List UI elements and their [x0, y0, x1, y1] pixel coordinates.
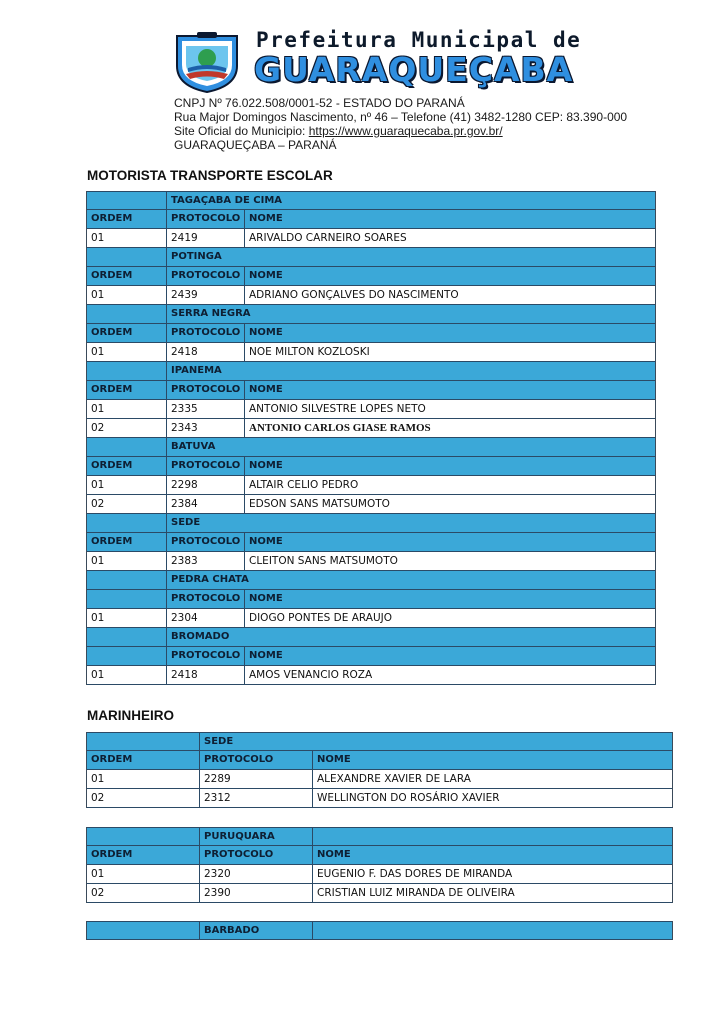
nome-cell: EDSON SANS MATSUMOTO — [249, 498, 390, 510]
protocolo-cell: 2390 — [200, 884, 313, 902]
location-row — [87, 248, 655, 267]
protocolo-cell: 2298 — [167, 476, 245, 494]
nome-cell: EUGENIO F. DAS DORES DE MIRANDA — [317, 868, 513, 880]
nome-header: NOME — [249, 213, 283, 224]
ordem-header-empty — [87, 647, 167, 665]
city-line: GUARAQUEÇABA – PARANÁ — [174, 138, 337, 152]
brand-title-main: GUARAQUEÇABA — [254, 50, 574, 89]
header-row — [87, 210, 655, 229]
marinheiro-puruquara-table — [86, 827, 673, 903]
protocolo-cell: 2312 — [200, 789, 313, 807]
protocolo-cell: 2335 — [167, 400, 245, 418]
site-line — [174, 124, 503, 138]
ordem-cell: 01 — [87, 229, 167, 247]
protocolo-header: PROTOCOLO — [167, 210, 245, 228]
nome-header: NOME — [249, 536, 283, 547]
protocolo-header: PROTOCOLO — [167, 381, 245, 399]
nome-cell: ARIVALDO CARNEIRO SOARES — [249, 232, 407, 244]
table-row — [87, 286, 655, 305]
table-row — [87, 770, 672, 789]
ordem-cell: 01 — [87, 552, 167, 570]
brand-title-line: Prefeitura Municipal de — [256, 28, 582, 52]
nome-cell: NOE MILTON KOZLOSKI — [249, 346, 370, 358]
protocolo-header: PROTOCOLO — [167, 533, 245, 551]
ordem-cell: 01 — [87, 343, 167, 361]
table-row — [87, 666, 655, 685]
table-row — [87, 229, 655, 248]
location-label: POTINGA — [171, 251, 222, 262]
protocolo-cell: 2419 — [167, 229, 245, 247]
location-label: PEDRA CHATA — [171, 574, 249, 585]
table-row — [87, 343, 655, 362]
nome-cell: CLEITON SANS MATSUMOTO — [249, 555, 398, 567]
protocolo-header: PROTOCOLO — [167, 590, 245, 608]
ordem-header: ORDEM — [87, 210, 167, 228]
protocolo-header: PROTOCOLO — [200, 846, 313, 864]
nome-cell: ANTONIO CARLOS GIASE RAMOS — [249, 422, 431, 434]
table-row — [87, 419, 655, 438]
protocolo-cell: 2383 — [167, 552, 245, 570]
protocolo-header: PROTOCOLO — [167, 267, 245, 285]
location-row — [87, 362, 655, 381]
location-label: IPANEMA — [171, 365, 222, 376]
nome-cell: CRISTIAN LUIZ MIRANDA DE OLIVEIRA — [317, 887, 515, 899]
header-row — [87, 267, 655, 286]
ordem-cell: 01 — [87, 400, 167, 418]
protocolo-header: PROTOCOLO — [167, 457, 245, 475]
nome-cell: ALTAIR CELIO PEDRO — [249, 479, 359, 491]
location-label: PURUQUARA — [200, 828, 313, 845]
protocolo-cell: 2289 — [200, 770, 313, 788]
table-row — [87, 495, 655, 514]
ordem-cell: 01 — [87, 476, 167, 494]
location-label: BATUVA — [171, 441, 216, 452]
protocolo-cell: 2304 — [167, 609, 245, 627]
table-row — [87, 789, 672, 808]
nome-header: NOME — [317, 849, 351, 860]
nome-cell: WELLINGTON DO ROSÁRIO XAVIER — [317, 792, 500, 804]
protocolo-cell: 2418 — [167, 666, 245, 684]
site-label: Site Oficial do Municipio: — [174, 124, 309, 138]
table-row — [87, 552, 655, 571]
ordem-header: ORDEM — [87, 533, 167, 551]
motorista-table — [86, 191, 656, 685]
ordem-header-empty — [87, 590, 167, 608]
nome-cell: ADRIANO GONÇALVES DO NASCIMENTO — [249, 289, 459, 301]
location-row — [87, 438, 655, 457]
protocolo-cell: 2418 — [167, 343, 245, 361]
nome-header: NOME — [249, 593, 283, 604]
table-row — [87, 400, 655, 419]
ordem-header: ORDEM — [87, 846, 200, 864]
location-row — [87, 571, 655, 590]
address-line: Rua Major Domingos Nascimento, nº 46 – Telefone (41) 3482-1280 CEP: 83.390-000 — [174, 110, 628, 124]
protocolo-header: PROTOCOLO — [200, 751, 313, 769]
location-label: SEDE — [171, 517, 201, 528]
ordem-cell: 01 — [87, 770, 200, 788]
marinheiro-sede-table — [86, 732, 673, 808]
section-title: MOTORISTA TRANSPORTE ESCOLAR — [87, 168, 333, 183]
table-row — [87, 884, 672, 903]
nome-cell: ALEXANDRE XAVIER DE LARA — [317, 773, 471, 785]
header-row — [87, 324, 655, 343]
table-row — [87, 609, 655, 628]
nome-header: NOME — [317, 754, 351, 765]
protocolo-cell: 2439 — [167, 286, 245, 304]
ordem-cell: 02 — [87, 884, 200, 902]
nome-header: NOME — [249, 384, 283, 395]
table-row — [87, 865, 672, 884]
location-label: TAGAÇABA DE CIMA — [171, 195, 283, 206]
location-row — [87, 628, 655, 647]
location-row — [87, 921, 672, 940]
location-row — [87, 305, 655, 324]
header-row — [87, 533, 655, 552]
cnpj-line: CNPJ Nº 76.022.508/0001-52 - ESTADO DO PARANÁ — [174, 96, 465, 110]
ordem-cell: 02 — [87, 789, 200, 807]
location-row — [87, 191, 655, 210]
nome-header: NOME — [249, 327, 283, 338]
location-label: BARBADO — [200, 922, 313, 939]
nome-header: NOME — [249, 270, 283, 281]
table-row — [87, 476, 655, 495]
ordem-header: ORDEM — [87, 324, 167, 342]
protocolo-cell: 2320 — [200, 865, 313, 883]
location-row — [87, 827, 672, 846]
ordem-cell: 02 — [87, 495, 167, 513]
ordem-cell: 01 — [87, 609, 167, 627]
protocolo-cell: 2343 — [167, 419, 245, 437]
nome-header: NOME — [249, 650, 283, 661]
ordem-header: ORDEM — [87, 751, 200, 769]
ordem-cell: 01 — [87, 286, 167, 304]
nome-cell: AMOS VENANCIO ROZA — [249, 669, 373, 681]
header-row — [87, 751, 672, 770]
municipal-crest-logo — [172, 30, 242, 94]
header-row — [87, 846, 672, 865]
protocolo-cell: 2384 — [167, 495, 245, 513]
ordem-cell: 01 — [87, 865, 200, 883]
header-row — [87, 381, 655, 400]
section-title: MARINHEIRO — [87, 708, 174, 723]
location-label: SERRA NEGRA — [171, 308, 251, 319]
protocolo-header: PROTOCOLO — [167, 324, 245, 342]
header-row — [87, 457, 655, 476]
nome-cell: DIOGO PONTES DE ARAUJO — [249, 612, 393, 624]
site-link[interactable]: https://www.guaraquecaba.pr.gov.br/ — [308, 124, 503, 138]
ordem-cell: 01 — [87, 666, 167, 684]
header-row — [87, 590, 655, 609]
location-row — [87, 514, 655, 533]
location-label: SEDE — [204, 736, 234, 747]
location-label: BROMADO — [171, 631, 230, 642]
location-row — [87, 732, 672, 751]
marinheiro-barbado-table — [86, 921, 673, 940]
ordem-header: ORDEM — [87, 457, 167, 475]
nome-cell: ANTONIO SILVESTRE LOPES NETO — [249, 403, 426, 415]
header-row — [87, 647, 655, 666]
ordem-header: ORDEM — [87, 381, 167, 399]
ordem-cell: 02 — [87, 419, 167, 437]
ordem-header: ORDEM — [87, 267, 167, 285]
nome-header: NOME — [249, 460, 283, 471]
protocolo-header: PROTOCOLO — [167, 647, 245, 665]
